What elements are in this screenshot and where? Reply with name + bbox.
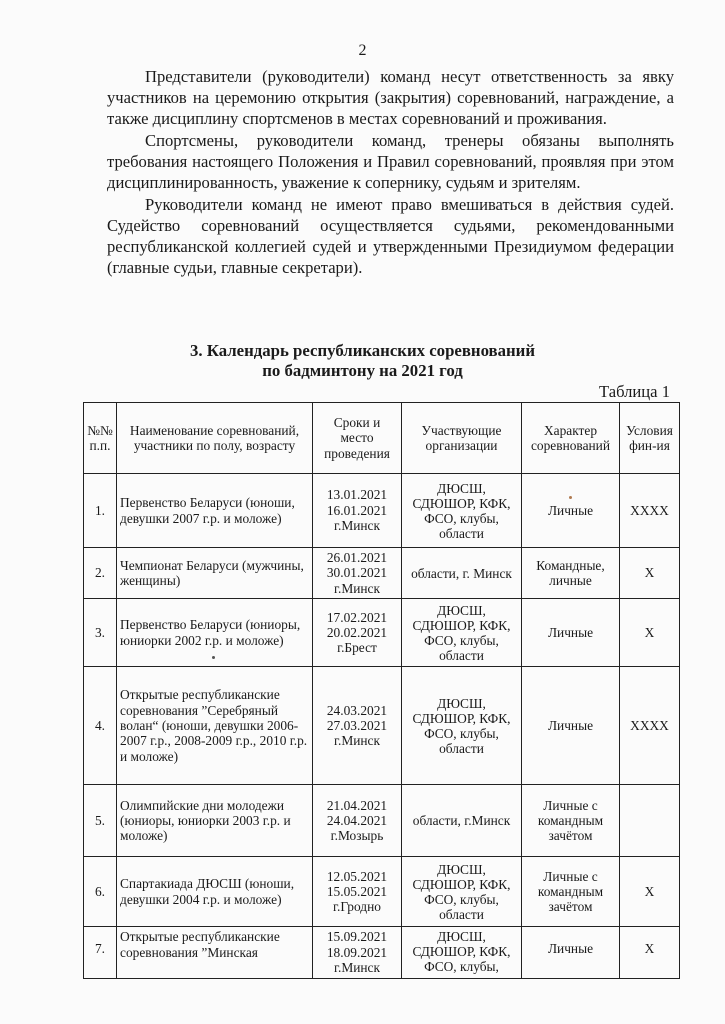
cell-org: ДЮСШ, СДЮШОР, КФК, ФСО, клубы, области bbox=[402, 857, 522, 927]
cell-nature: Командные, личные bbox=[522, 548, 620, 599]
scan-speck bbox=[569, 496, 572, 499]
cell-num: 7. bbox=[84, 927, 117, 979]
table-row bbox=[84, 667, 680, 785]
cell-nature: Личные bbox=[522, 667, 620, 785]
cell-cond: Х bbox=[620, 548, 680, 599]
table-row bbox=[84, 785, 680, 857]
cell-nature: Личные с командным зачётом bbox=[522, 857, 620, 927]
table-header-row bbox=[84, 403, 680, 474]
cell-nature: Личные с командным зачётом bbox=[522, 785, 620, 857]
cell-num: 2. bbox=[84, 548, 117, 599]
header-org: Участвующие организации bbox=[402, 403, 522, 474]
table-row bbox=[84, 548, 680, 599]
cell-org: области, г. Минск bbox=[402, 548, 522, 599]
cell-cond bbox=[620, 785, 680, 857]
table-row bbox=[84, 599, 680, 667]
paragraph-2: Спортсмены, руководители команд, тренеры обязаны выполнять требования настоящего Положения и Правил соревнований, проявляя при этом дисциплинированность, уважение к сопернику, судьям и зрителям. bbox=[107, 131, 674, 192]
cell-name: Чемпионат Беларуси (мужчины, женщины) bbox=[117, 548, 313, 599]
table-row bbox=[84, 474, 680, 548]
page-number: 2 bbox=[358, 42, 367, 59]
cell-dates: 24.03.2021 27.03.2021 г.Минск bbox=[313, 667, 402, 785]
cell-org: ДЮСШ, СДЮШОР, КФК, ФСО, клубы, области bbox=[402, 474, 522, 548]
cell-num: 1. bbox=[84, 474, 117, 548]
table-row bbox=[84, 927, 680, 979]
header-num: №№ п.п. bbox=[84, 403, 117, 474]
cell-name: Открытые республиканские соревнования ”Минская bbox=[117, 927, 313, 979]
cell-name: Олимпийские дни молодежи (юниоры, юниорки 2003 г.р. и моложе) bbox=[117, 785, 313, 857]
scan-speck bbox=[212, 656, 215, 659]
cell-cond: ХХХХ bbox=[620, 667, 680, 785]
cell-nature: Личные bbox=[522, 927, 620, 979]
table-label: Таблица 1 bbox=[599, 382, 670, 401]
cell-cond: Х bbox=[620, 599, 680, 667]
cell-dates: 13.01.2021 16.01.2021 г.Минск bbox=[313, 474, 402, 548]
cell-name: Первенство Беларуси (юноши, девушки 2007 г.р. и моложе) bbox=[117, 474, 313, 548]
cell-nature: Личные bbox=[522, 474, 620, 548]
cell-dates: 21.04.2021 24.04.2021 г.Мозырь bbox=[313, 785, 402, 857]
cell-dates: 12.05.2021 15.05.2021 г.Гродно bbox=[313, 857, 402, 927]
calendar-table bbox=[83, 402, 680, 979]
body-text bbox=[107, 66, 674, 279]
cell-name: Первенство Беларуси (юниоры, юниорки 2002 г.р. и моложе) bbox=[117, 599, 313, 667]
header-name: Наименование соревнований, участники по полу, возрасту bbox=[117, 403, 313, 474]
cell-org: области, г.Минск bbox=[402, 785, 522, 857]
cell-dates: 17.02.2021 20.02.2021 г.Брест bbox=[313, 599, 402, 667]
cell-name: Спартакиада ДЮСШ (юноши, девушки 2004 г.р. и моложе) bbox=[117, 857, 313, 927]
cell-org: ДЮСШ, СДЮШОР, КФК, ФСО, клубы, области bbox=[402, 667, 522, 785]
cell-cond: Х bbox=[620, 857, 680, 927]
cell-num: 5. bbox=[84, 785, 117, 857]
cell-org: ДЮСШ, СДЮШОР, КФК, ФСО, клубы, области bbox=[402, 599, 522, 667]
cell-dates: 15.09.2021 18.09.2021 г.Минск bbox=[313, 927, 402, 979]
table-row bbox=[84, 857, 680, 927]
cell-num: 6. bbox=[84, 857, 117, 927]
paragraph-3: Руководители команд не имеют право вмешиваться в действия судей. Судейство соревнований осуществляется судьями, рекомендованными республиканской коллегией судей и утвержденными Президиумом федерации (главные судьи, главные секретари). bbox=[107, 195, 674, 277]
cell-cond: Х bbox=[620, 927, 680, 979]
header-cond: Условия фин-ия bbox=[620, 403, 680, 474]
header-dates: Сроки и место проведения bbox=[313, 403, 402, 474]
cell-name: Открытые республиканские соревнования ”Серебряный волан“ (юноши, девушки 2006-2007 г.р., 2008-2009 г.р., 2010 г.р. и моложе) bbox=[117, 667, 313, 785]
header-nature: Характер соревнований bbox=[522, 403, 620, 474]
paragraph-1: Представители (руководители) команд несут ответственность за явку участников на церемонию открытия (закрытия) соревнований, награждение, а также дисциплину спортсменов в местах соревнований и проживания. bbox=[107, 67, 674, 128]
cell-num: 4. bbox=[84, 667, 117, 785]
cell-cond: ХХХХ bbox=[620, 474, 680, 548]
heading-line-2: по бадминтону на 2021 год bbox=[262, 361, 463, 380]
cell-dates: 26.01.2021 30.01.2021 г.Минск bbox=[313, 548, 402, 599]
cell-nature: Личные bbox=[522, 599, 620, 667]
cell-num: 3. bbox=[84, 599, 117, 667]
section-heading bbox=[0, 341, 725, 381]
heading-line-1: 3. Календарь республиканских соревнований bbox=[189, 341, 536, 360]
cell-org: ДЮСШ, СДЮШОР, КФК, ФСО, клубы, bbox=[402, 927, 522, 979]
